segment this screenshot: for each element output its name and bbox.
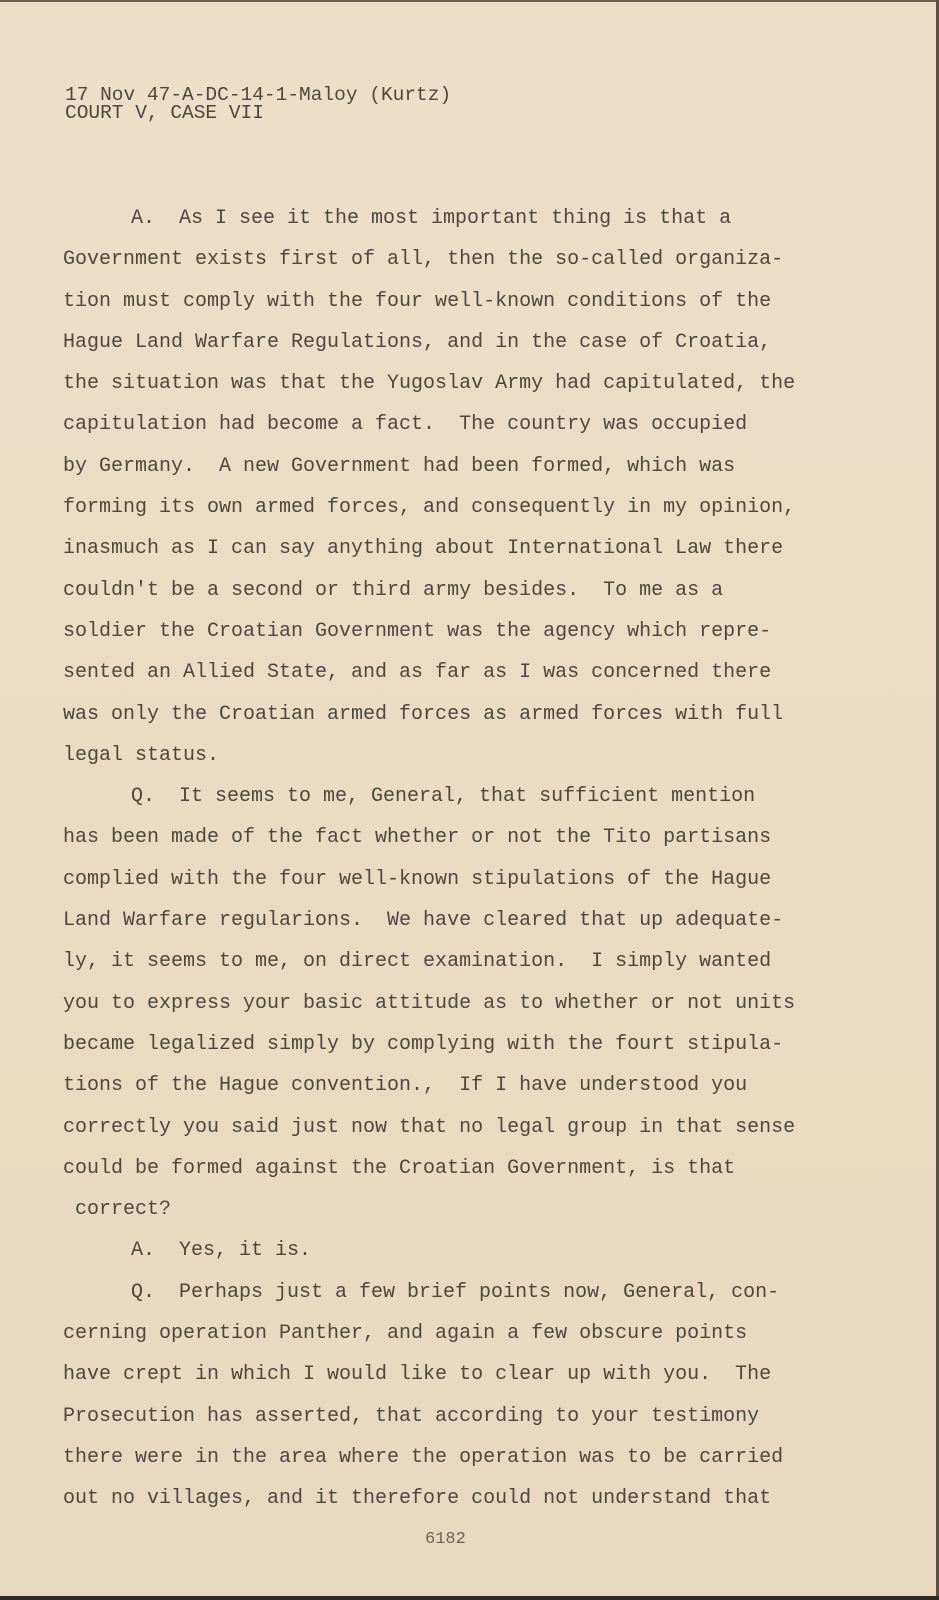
transcript-line: ly, it seems to me, on direct examination. I simply wanted xyxy=(63,950,772,974)
transcript-line: complied with the four well-known stipulations of the Hague xyxy=(63,867,772,891)
page-number: 6182 xyxy=(425,1530,466,1549)
transcript-line: Prosecution has asserted, that according to your testimony xyxy=(63,1404,760,1428)
transcript-line: cerning operation Panther, and again a few obscure points xyxy=(63,1322,748,1346)
transcript-line: have crept in which I would like to clear up with you. The xyxy=(63,1363,772,1387)
transcript-line: inasmuch as I can say anything about International Law there xyxy=(63,537,784,561)
transcript-line: couldn't be a second or third army besides. To me as a xyxy=(63,578,724,602)
transcript-line: could be formed against the Croatian Government, is that xyxy=(63,1156,736,1180)
transcript-line: Government exists first of all, then the so-called organiza- xyxy=(63,248,784,272)
transcript-line: forming its own armed forces, and consequently in my opinion, xyxy=(63,496,796,520)
transcript-line: Q. It seems to me, General, that sufficient mention xyxy=(131,785,756,809)
page-edge-bottom xyxy=(0,1596,939,1600)
transcript-line: Hague Land Warfare Regulations, and in the case of Croatia, xyxy=(63,330,772,354)
transcript-line: correct? xyxy=(63,1198,172,1222)
transcript-line: sented an Allied State, and as far as I was concerned there xyxy=(63,661,772,685)
transcript-line: you to express your basic attitude as to whether or not units xyxy=(63,991,796,1015)
transcript-line: tions of the Hague convention., If I have understood you xyxy=(63,1074,748,1098)
transcript-line: correctly you said just now that no legal group in that sense xyxy=(63,1115,796,1139)
transcript-body xyxy=(63,198,795,1520)
page-edge-top xyxy=(0,0,939,2)
transcript-line: Q. Perhaps just a few brief points now, General, con- xyxy=(131,1280,780,1304)
transcript-line: legal status. xyxy=(63,743,220,767)
header-reference: 17 Nov 47-A-DC-14-1-Maloy (Kurtz) xyxy=(65,84,452,106)
transcript-line: capitulation had become a fact. The country was occupied xyxy=(63,413,748,437)
transcript-line: the situation was that the Yugoslav Army had capitulated, the xyxy=(63,372,796,396)
transcript-line: A. As I see it the most important thing is that a xyxy=(131,207,732,230)
document-header xyxy=(65,86,451,122)
transcript-line: has been made of the fact whether or not the Tito partisans xyxy=(63,826,772,850)
transcript-line: soldier the Croatian Government was the agency which repre- xyxy=(63,619,772,643)
transcript-line: by Germany. A new Government had been formed, which was xyxy=(63,454,736,478)
transcript-line: was only the Croatian armed forces as armed forces with full xyxy=(63,702,784,726)
transcript-line: tion must comply with the four well-known conditions of the xyxy=(63,289,772,313)
transcript-line: A. Yes, it is. xyxy=(131,1239,312,1263)
transcript-line: became legalized simply by complying with the fourt stipula- xyxy=(63,1032,784,1056)
transcript-line: there were in the area where the operation was to be carried xyxy=(63,1445,784,1469)
header-court-case: COURT V, CASE VII xyxy=(65,102,264,124)
transcript-line: out no villages, and it therefore could not understand that xyxy=(63,1487,772,1511)
transcript-line: Land Warfare regularions. We have cleared that up adequate- xyxy=(63,909,784,933)
